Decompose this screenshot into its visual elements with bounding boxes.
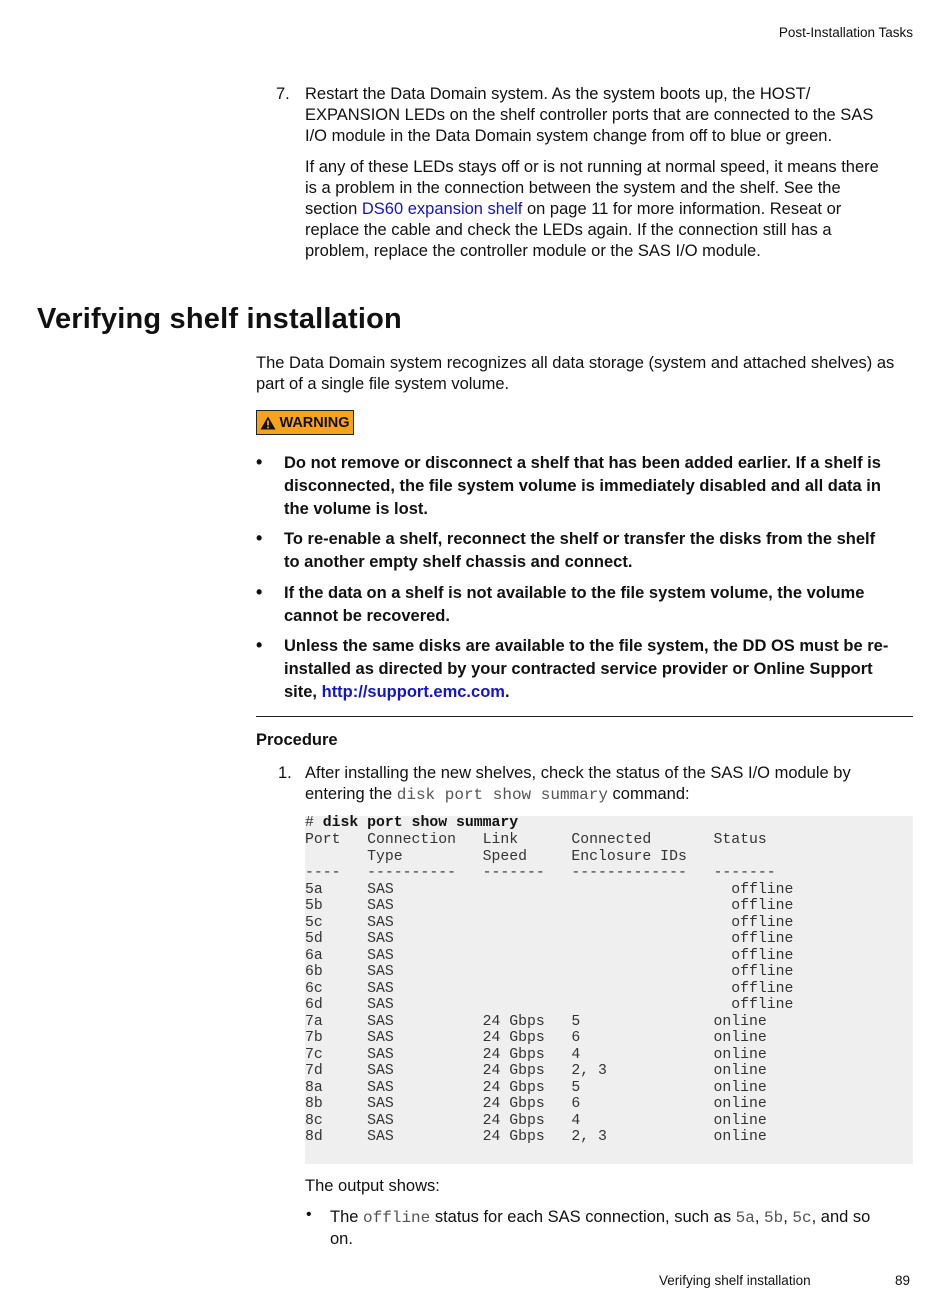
output-bullet: The offline status for each SAS connection, such as 5a, 5b, 5c, and so on. xyxy=(330,1208,871,1248)
code-row: 5b SAS offline xyxy=(305,898,794,914)
inline-command: disk port show summary xyxy=(396,786,608,804)
running-header: Post-Installation Tasks xyxy=(778,25,913,40)
code-row: 8d SAS 24 Gbps 2, 3 online xyxy=(305,1129,767,1145)
ds60-link[interactable]: DS60 expansion shelf xyxy=(361,200,523,218)
section-intro: The Data Domain system recognizes all data storage (system and attached shelves) as part of a single file system volume. xyxy=(256,354,895,393)
warning-bullet: Do not remove or disconnect a shelf that has been added earlier. If a shelf is disconnected, the file system volume is immediately disabled and all data in the volume is lost. xyxy=(284,454,881,518)
code-separator: ---- ---------- ------- ------------- ------- xyxy=(305,865,776,881)
warning-bullet: To re-enable a shelf, reconnect the shelf or transfer the disks from the shelf to another empty shelf chassis and connect. xyxy=(284,530,876,571)
code-command-line: # disk port show summary xyxy=(305,815,519,831)
step-7-text: Restart the Data Domain system. As the system boots up, the HOST/ EXPANSION LEDs on the shelf controller ports that are connected to the SAS I/O module in the Data Domain system change from off to blue or green. xyxy=(305,85,874,145)
code-header: Type Speed Enclosure IDs xyxy=(305,848,687,865)
code-row: 6d SAS offline xyxy=(305,997,794,1013)
bullet-dot: • xyxy=(256,452,263,472)
bullet-dot: • xyxy=(256,635,263,655)
bullet-dot: • xyxy=(256,582,263,602)
code-row: 8b SAS 24 Gbps 6 online xyxy=(305,1096,767,1112)
procedure-step-1: After installing the new shelves, check the status of the SAS I/O module by entering the disk port show summary command: xyxy=(305,764,851,804)
step-number: 7. xyxy=(276,85,290,103)
step-number: 1. xyxy=(278,764,292,782)
code-row: 6c SAS offline xyxy=(305,980,794,997)
code-row: 5d SAS offline xyxy=(305,931,794,947)
section-title: Verifying shelf installation xyxy=(37,303,402,335)
code-row: 8a SAS 24 Gbps 5 online xyxy=(305,1079,767,1096)
code-row: 6a SAS offline xyxy=(305,947,794,964)
code-row: 6b SAS offline xyxy=(305,964,794,980)
page-number: 89 xyxy=(895,1273,911,1288)
divider xyxy=(256,716,913,717)
warning-badge xyxy=(256,410,354,435)
warning-label: WARNING xyxy=(279,414,350,431)
output-intro: The output shows: xyxy=(305,1177,440,1195)
warning-triangle-icon xyxy=(260,416,276,430)
code-row: 7d SAS 24 Gbps 2, 3 online xyxy=(305,1063,767,1079)
code-row: 7b SAS 24 Gbps 6 online xyxy=(305,1030,767,1046)
code-row: 5c SAS offline xyxy=(305,914,794,931)
code-row: 7a SAS 24 Gbps 5 online xyxy=(305,1013,767,1030)
code-header: Port Connection Link Connected Status xyxy=(305,832,767,848)
code-row: 5a SAS offline xyxy=(305,881,794,898)
step-7-note: If any of these LEDs stays off or is not running at normal speed, it means there is a problem in the connection between the system and the shelf. See the section DS60 expansion shelf on page 11 for more information. Reseat or replace the cable and check the LEDs again. If the connection still has a problem, replace the controller module or the SAS I/O module. xyxy=(305,158,879,260)
warning-bullet: If the data on a shelf is not available to the file system volume, the volume cannot be recovered. xyxy=(284,584,865,625)
footer-title: Verifying shelf installation xyxy=(659,1273,811,1288)
code-row: 8c SAS 24 Gbps 4 online xyxy=(305,1112,767,1129)
support-link[interactable]: http://support.emc.com xyxy=(321,683,505,701)
warning-bullet: Unless the same disks are available to the file system, the DD OS must be re- installed as directed by your contracted service provider or Online Support site, http://support.emc.com. xyxy=(284,637,889,701)
procedure-heading: Procedure xyxy=(256,731,338,749)
bullet-dot: • xyxy=(306,1206,312,1223)
code-row: 7c SAS 24 Gbps 4 online xyxy=(305,1046,767,1063)
bullet-dot: • xyxy=(256,528,263,548)
